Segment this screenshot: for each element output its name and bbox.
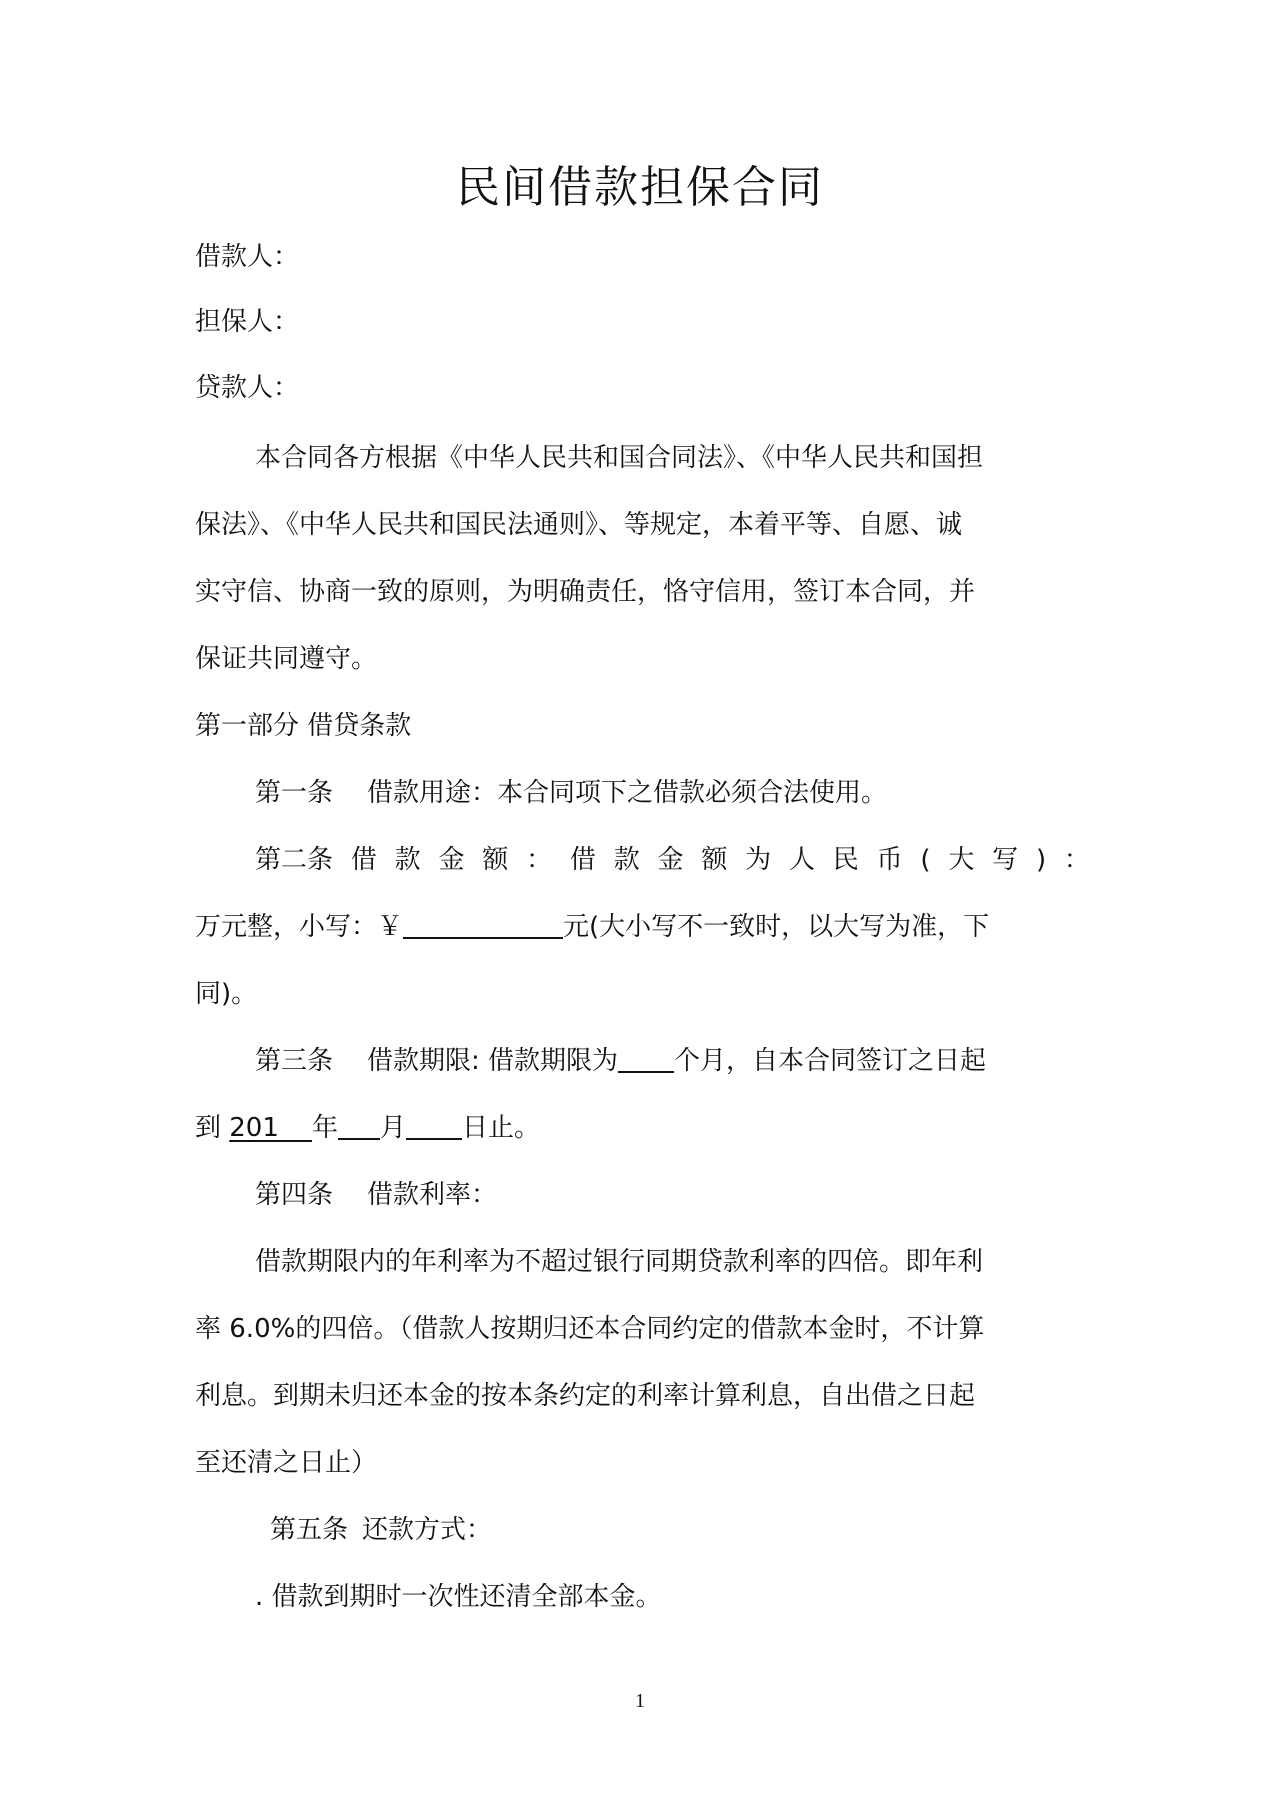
char: 额	[482, 845, 509, 875]
char: 为	[745, 845, 772, 875]
char: 民	[832, 845, 859, 875]
page-number: 1	[635, 1690, 645, 1712]
article-4-line-1: 借款期限内的年利率为不超过银行同期贷款利率的四倍。即年利	[255, 1247, 984, 1277]
char: 人	[788, 845, 815, 875]
borrower-field-label: 借款人：	[195, 242, 300, 272]
article-4-line-3: 利息。到期未归还本金的按本条约定的利率计算利息，自出借之日起	[195, 1381, 976, 1411]
year-value: 201	[229, 1113, 279, 1143]
article-5-title: 还款方式：	[362, 1515, 493, 1545]
char: 币	[876, 845, 903, 875]
article-5-label: 第五条	[270, 1515, 349, 1545]
char: 大	[948, 845, 975, 875]
year-label: 年	[311, 1113, 338, 1143]
char: (	[920, 845, 931, 875]
article-3-text-suffix: 个月，自本合同签订之日起	[674, 1046, 987, 1076]
preamble-line-2: 保法》、《中华人民共和国民法通则》、等规定，本着平等、自愿、诚	[195, 510, 963, 540]
article-2-amount-prefix: 万元整，小写：￥	[195, 912, 404, 942]
preamble-line-1: 本合同各方根据《中华人民共和国合同法》、《中华人民共和国担	[255, 443, 984, 473]
char: ：	[526, 845, 553, 875]
char: )	[1035, 845, 1047, 875]
article-4-heading	[255, 1175, 1090, 1215]
char: 借	[350, 845, 377, 875]
char: 额	[701, 845, 728, 875]
lender-field-label: 贷款人：	[195, 373, 300, 403]
year-field[interactable]	[229, 1113, 312, 1143]
article-1-label: 第一条	[255, 778, 334, 808]
document-title: 民间借款担保合同	[456, 162, 824, 213]
article-5-item-1: . 借款到期时一次性还清全部本金。	[255, 1582, 662, 1612]
months-blank-field[interactable]	[618, 1045, 674, 1073]
article-4-line-4: 至还清之日止）	[195, 1448, 378, 1478]
article-2-amount-suffix: 元(大小写不一致时，以大写为准，下	[563, 912, 990, 942]
preamble-line-3: 实守信、协商一致的原则，为明确责任，恪守信用，签订本合同，并	[195, 577, 976, 607]
char: ：	[1063, 845, 1090, 875]
article-3-text-prefix: 借款期限: 借款期限为	[367, 1046, 619, 1076]
article-3-to-label: 到	[195, 1113, 230, 1143]
article-4-label: 第四条	[255, 1180, 334, 1210]
article-1-text: 借款用途：本合同项下之借款必须合法使用。	[367, 778, 888, 808]
char: 金	[438, 845, 465, 875]
char: 写	[992, 845, 1019, 875]
char: 款	[394, 845, 421, 875]
guarantor-field-label: 担保人：	[195, 307, 300, 337]
day-blank-field[interactable]	[406, 1112, 462, 1140]
article-3-line-1	[255, 1041, 1090, 1081]
article-2-line-2	[195, 907, 1090, 947]
amount-blank-field[interactable]	[403, 911, 563, 939]
month-label: 月	[379, 1113, 406, 1143]
article-3-line-2	[195, 1108, 1090, 1148]
char: 款	[613, 845, 640, 875]
article-1	[255, 773, 1090, 813]
part-1-heading: 第一部分 借贷条款	[195, 711, 412, 741]
article-2-line-1	[255, 840, 1090, 880]
article-2-label: 第二条	[255, 845, 334, 875]
article-2-line-3: 同)。	[195, 979, 258, 1009]
char: 金	[657, 845, 684, 875]
article-4-line-2: 率 6.0%的四倍。（借款人按期归还本合同约定的借款本金时，不计算	[195, 1314, 985, 1344]
preamble-line-4: 保证共同遵守。	[195, 644, 378, 674]
article-4-title: 借款利率：	[367, 1180, 498, 1210]
article-3-label: 第三条	[255, 1046, 334, 1076]
month-blank-field[interactable]	[338, 1112, 380, 1140]
char: 借	[569, 845, 596, 875]
day-label: 日止。	[462, 1113, 541, 1143]
article-5-heading	[270, 1510, 1090, 1550]
